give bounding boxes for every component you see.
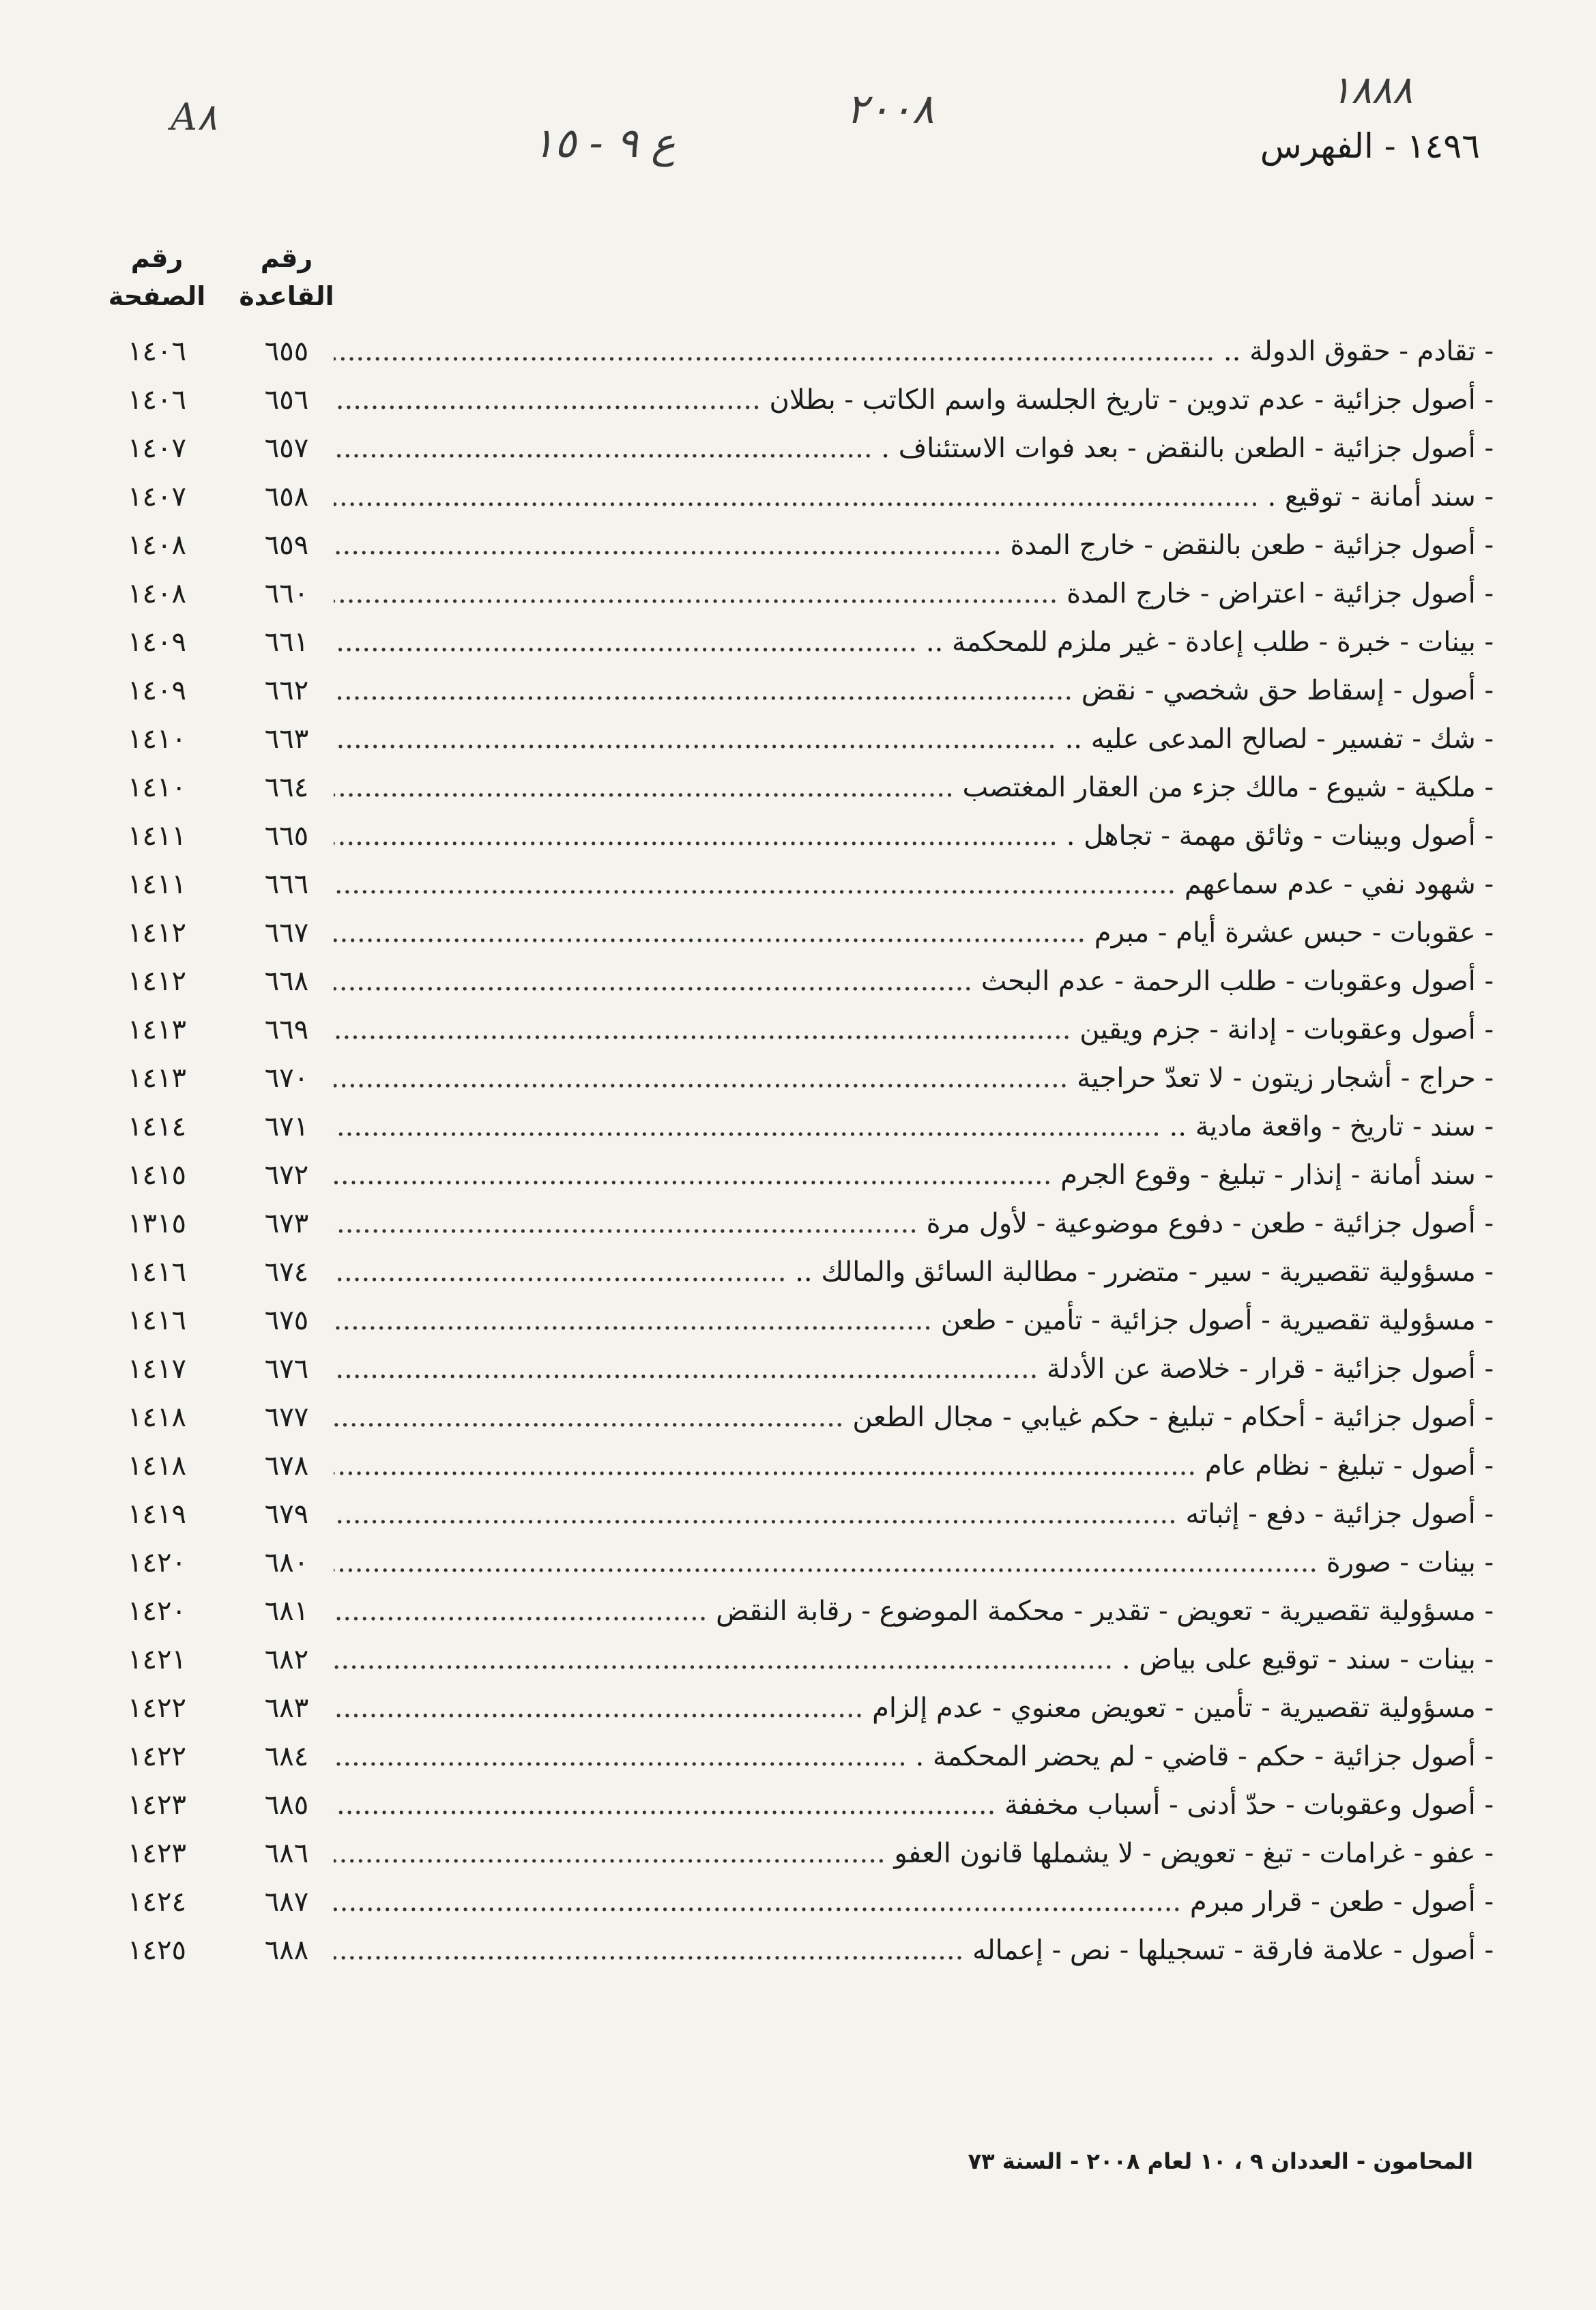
handwritten-year: ٢٠٠٨ bbox=[846, 85, 934, 133]
index-entry-text: - سند - تاريخ - واقعة مادية .. ..... bbox=[334, 1106, 1494, 1147]
page-number: ١٤١٧ bbox=[128, 1353, 186, 1385]
handwritten-note-left: A٨ bbox=[171, 96, 218, 139]
index-row bbox=[0, 1203, 1596, 1252]
index-row bbox=[0, 1591, 1596, 1639]
page-number: ١٤١٤ bbox=[128, 1111, 186, 1142]
page-number: ١٤٢٥ bbox=[128, 1935, 186, 1966]
page-number: ١٤١٠ bbox=[128, 772, 186, 803]
rule-number: ٦٦٢ bbox=[264, 675, 309, 706]
index-entry-text: - مسؤولية تقصيرية - سير - متضرر - مطالبة السائق والمالك .. ..... bbox=[334, 1252, 1494, 1293]
page-number: ١٤٢٠ bbox=[128, 1547, 186, 1578]
rule-number: ٦٦٧ bbox=[264, 917, 309, 949]
column-header-rule-number: رقم القاعدة bbox=[239, 243, 334, 311]
rule-number: ٦٧١ bbox=[264, 1111, 309, 1142]
index-row bbox=[0, 1542, 1596, 1591]
rule-number: ٦٦٤ bbox=[264, 772, 309, 803]
index-row bbox=[0, 1736, 1596, 1785]
index-row bbox=[0, 1639, 1596, 1688]
index-entry-text: - أصول - تبليغ - نظام عام ..... bbox=[334, 1445, 1494, 1486]
page-number: ١٤١٦ bbox=[128, 1305, 186, 1336]
rule-number: ٦٧٣ bbox=[264, 1208, 309, 1239]
index-row bbox=[0, 1106, 1596, 1155]
page-number: ١٤١١ bbox=[128, 869, 186, 900]
index-row bbox=[0, 476, 1596, 525]
index-entry-text: - تقادم - حقوق الدولة .. ..... bbox=[334, 331, 1494, 372]
rule-number: ٦٧٢ bbox=[264, 1159, 309, 1191]
page-number: ١٤١٨ bbox=[128, 1450, 186, 1482]
page-number: ١٤٠٩ bbox=[128, 626, 186, 658]
handwritten-note-middle: ع ٩ - ١٥ bbox=[532, 119, 676, 167]
rule-number: ٦٧٥ bbox=[264, 1305, 309, 1336]
index-row bbox=[0, 961, 1596, 1009]
index-entry-text: - أصول - علامة فارقة - تسجيلها - نص - إعماله ..... bbox=[334, 1930, 1494, 1971]
rule-number: ٦٥٥ bbox=[264, 336, 309, 367]
rule-number: ٦٨١ bbox=[264, 1596, 309, 1627]
index-row bbox=[0, 1058, 1596, 1106]
page-number: ١٤٠٦ bbox=[128, 336, 186, 367]
index-entry-text: - بينات - صورة ..... bbox=[334, 1542, 1494, 1583]
page-number: ١٤١٣ bbox=[128, 1014, 186, 1045]
index-entry-text: - مسؤولية تقصيرية - أصول جزائية - تأمين - طعن ..... bbox=[334, 1300, 1494, 1341]
index-entry-text: - أصول جزائية - عدم تدوين - تاريخ الجلسة واسم الكاتب - بطلان ..... bbox=[334, 379, 1494, 420]
column-header-page-number: رقم الصفحة bbox=[108, 243, 206, 311]
index-entry-text: - بينات - خبرة - طلب إعادة - غير ملزم للمحكمة .. ..... bbox=[334, 622, 1494, 663]
index-entry-text: - أصول وعقوبات - حدّ أدنى - أسباب مخففة ..... bbox=[334, 1785, 1494, 1825]
index-entry-text: - أصول وعقوبات - إدانة - جزم ويقين ..... bbox=[334, 1009, 1494, 1050]
page-number: ١٤١٢ bbox=[128, 917, 186, 949]
index-entry-text: - عقوبات - حبس عشرة أيام - مبرم ..... bbox=[334, 912, 1494, 953]
index-entry-text: - أصول جزائية - طعن - دفوع موضوعية - لأول مرة ..... bbox=[334, 1203, 1494, 1244]
page-number: ١٣١٥ bbox=[128, 1208, 186, 1239]
rule-number: ٦٦١ bbox=[264, 626, 309, 658]
page-number: ١٤٠٩ bbox=[128, 675, 186, 706]
index-row bbox=[0, 1445, 1596, 1494]
index-row bbox=[0, 1881, 1596, 1930]
index-entry-text: - أصول وبينات - وثائق مهمة - تجاهل . ..... bbox=[334, 815, 1494, 856]
index-row bbox=[0, 912, 1596, 961]
index-row bbox=[0, 1252, 1596, 1300]
index-row bbox=[0, 1009, 1596, 1058]
page-number: ١٤١٩ bbox=[128, 1499, 186, 1530]
rule-number: ٦٨٣ bbox=[264, 1692, 309, 1724]
rule-number: ٦٦٠ bbox=[264, 578, 309, 609]
page-number: ١٤٠٦ bbox=[128, 384, 186, 416]
index-entries bbox=[0, 331, 1596, 1978]
rule-number: ٦٦٣ bbox=[264, 723, 309, 755]
rule-number: ٦٥٧ bbox=[264, 433, 309, 464]
page-number: ١٤٢٠ bbox=[128, 1596, 186, 1627]
index-entry-text: - سند أمانة - إنذار - تبليغ - وقوع الجرم ..... bbox=[334, 1155, 1494, 1196]
rule-number: ٦٨٠ bbox=[264, 1547, 309, 1578]
rule-number: ٦٨٨ bbox=[264, 1935, 309, 1966]
index-entry-text: - أصول جزائية - حكم - قاضي - لم يحضر المحكمة . ..... bbox=[334, 1736, 1494, 1777]
index-row bbox=[0, 670, 1596, 719]
rule-number: ٦٥٩ bbox=[264, 530, 309, 561]
index-row bbox=[0, 1833, 1596, 1881]
rule-number: ٦٧٧ bbox=[264, 1402, 309, 1433]
rule-number: ٦٥٨ bbox=[264, 481, 309, 512]
rule-number: ٦٦٩ bbox=[264, 1014, 309, 1045]
page-number: ١٤٠٧ bbox=[128, 481, 186, 512]
index-entry-text: - أصول وعقوبات - طلب الرحمة - عدم البحث ..... bbox=[334, 961, 1494, 1002]
page-number: ١٤١٥ bbox=[128, 1159, 186, 1191]
index-row bbox=[0, 1785, 1596, 1833]
page-number: ١٤١١ bbox=[128, 820, 186, 852]
rule-number: ٦٧٩ bbox=[264, 1499, 309, 1530]
page-number: ١٤١٣ bbox=[128, 1063, 186, 1094]
index-row bbox=[0, 428, 1596, 476]
index-row bbox=[0, 815, 1596, 864]
rule-number: ٦٧٨ bbox=[264, 1450, 309, 1482]
page-number: ١٤١٢ bbox=[128, 966, 186, 997]
index-entry-text: - أصول جزائية - أحكام - تبليغ - حكم غيابي - مجال الطعن ..... bbox=[334, 1397, 1494, 1438]
index-row bbox=[0, 622, 1596, 670]
rule-number: ٦٦٦ bbox=[264, 869, 309, 900]
rule-number: ٦٨٢ bbox=[264, 1644, 309, 1675]
index-row bbox=[0, 331, 1596, 379]
index-row bbox=[0, 1397, 1596, 1445]
index-row bbox=[0, 573, 1596, 622]
page-number: ١٤٢١ bbox=[128, 1644, 186, 1675]
index-row bbox=[0, 864, 1596, 912]
page-number: ١٤٢٢ bbox=[128, 1692, 186, 1724]
index-entry-text: - عفو - غرامات - تبغ - تعويض - لا يشملها قانون العفو ..... bbox=[334, 1833, 1494, 1874]
index-entry-text: - أصول - إسقاط حق شخصي - نقض ..... bbox=[334, 670, 1494, 711]
page-number: ١٤٠٨ bbox=[128, 578, 186, 609]
page-number: ١٤١٠ bbox=[128, 723, 186, 755]
handwritten-number: ١٨٨٨ bbox=[1331, 68, 1413, 113]
page-number: ١٤٢٣ bbox=[128, 1789, 186, 1821]
index-entry-text: - مسؤولية تقصيرية - تأمين - تعويض معنوي - عدم إلزام ..... bbox=[334, 1688, 1494, 1729]
index-row bbox=[0, 1155, 1596, 1203]
page-header: ١٤٩٦ - الفهرس bbox=[1260, 126, 1480, 166]
index-entry-text: - ملكية - شيوع - مالك جزء من العقار المغتصب ..... bbox=[334, 767, 1494, 808]
page-number: ١٤٠٧ bbox=[128, 433, 186, 464]
index-entry-text: - أصول جزائية - قرار - خلاصة عن الأدلة ..... bbox=[334, 1348, 1494, 1389]
index-entry-text: - شهود نفي - عدم سماعهم ..... bbox=[334, 864, 1494, 905]
rule-number: ٦٧٦ bbox=[264, 1353, 309, 1385]
index-entry-text: - بينات - سند - توقيع على بياض . ..... bbox=[334, 1639, 1494, 1680]
page-number: ١٤٠٨ bbox=[128, 530, 186, 561]
rule-number: ٦٨٦ bbox=[264, 1838, 309, 1869]
page-number: ١٤١٦ bbox=[128, 1256, 186, 1288]
index-row bbox=[0, 719, 1596, 767]
index-entry-text: - سند أمانة - توقيع . ..... bbox=[334, 476, 1494, 517]
index-entry-text: - مسؤولية تقصيرية - تعويض - تقدير - محكمة الموضوع - رقابة النقض ..... bbox=[334, 1591, 1494, 1632]
rule-number: ٦٦٥ bbox=[264, 820, 309, 852]
index-row bbox=[0, 1348, 1596, 1397]
page-number: ١٤١٨ bbox=[128, 1402, 186, 1433]
index-entry-text: - أصول جزائية - دفع - إثباته ..... bbox=[334, 1494, 1494, 1535]
index-entry-text: - أصول جزائية - اعتراض - خارج المدة ..... bbox=[334, 573, 1494, 614]
rule-number: ٦٦٨ bbox=[264, 966, 309, 997]
index-entry-text: - شك - تفسير - لصالح المدعى عليه .. ..... bbox=[334, 719, 1494, 760]
page-number: ١٤٢٣ bbox=[128, 1838, 186, 1869]
index-row bbox=[0, 1688, 1596, 1736]
rule-number: ٦٨٤ bbox=[264, 1741, 309, 1772]
index-row bbox=[0, 1300, 1596, 1348]
rule-number: ٦٧٠ bbox=[264, 1063, 309, 1094]
rule-number: ٦٥٦ bbox=[264, 384, 309, 416]
page-footer: المحامون - العددان ٩ ، ١٠ لعام ٢٠٠٨ - السنة ٧٣ bbox=[968, 2148, 1473, 2174]
index-row bbox=[0, 767, 1596, 815]
index-row bbox=[0, 1930, 1596, 1978]
index-entry-text: - أصول - طعن - قرار مبرم ..... bbox=[334, 1881, 1494, 1922]
rule-number: ٦٧٤ bbox=[264, 1256, 309, 1288]
index-row bbox=[0, 379, 1596, 428]
index-entry-text: - أصول جزائية - طعن بالنقض - خارج المدة ..... bbox=[334, 525, 1494, 566]
index-entry-text: - أصول جزائية - الطعن بالنقض - بعد فوات الاستئناف . ..... bbox=[334, 428, 1494, 469]
rule-number: ٦٨٧ bbox=[264, 1886, 309, 1918]
index-entry-text: - حراج - أشجار زيتون - لا تعدّ حراجية ..... bbox=[334, 1058, 1494, 1099]
page-number: ١٤٢٤ bbox=[128, 1886, 186, 1918]
index-row bbox=[0, 1494, 1596, 1542]
page-number: ١٤٢٢ bbox=[128, 1741, 186, 1772]
index-row bbox=[0, 525, 1596, 573]
rule-number: ٦٨٥ bbox=[264, 1789, 309, 1821]
